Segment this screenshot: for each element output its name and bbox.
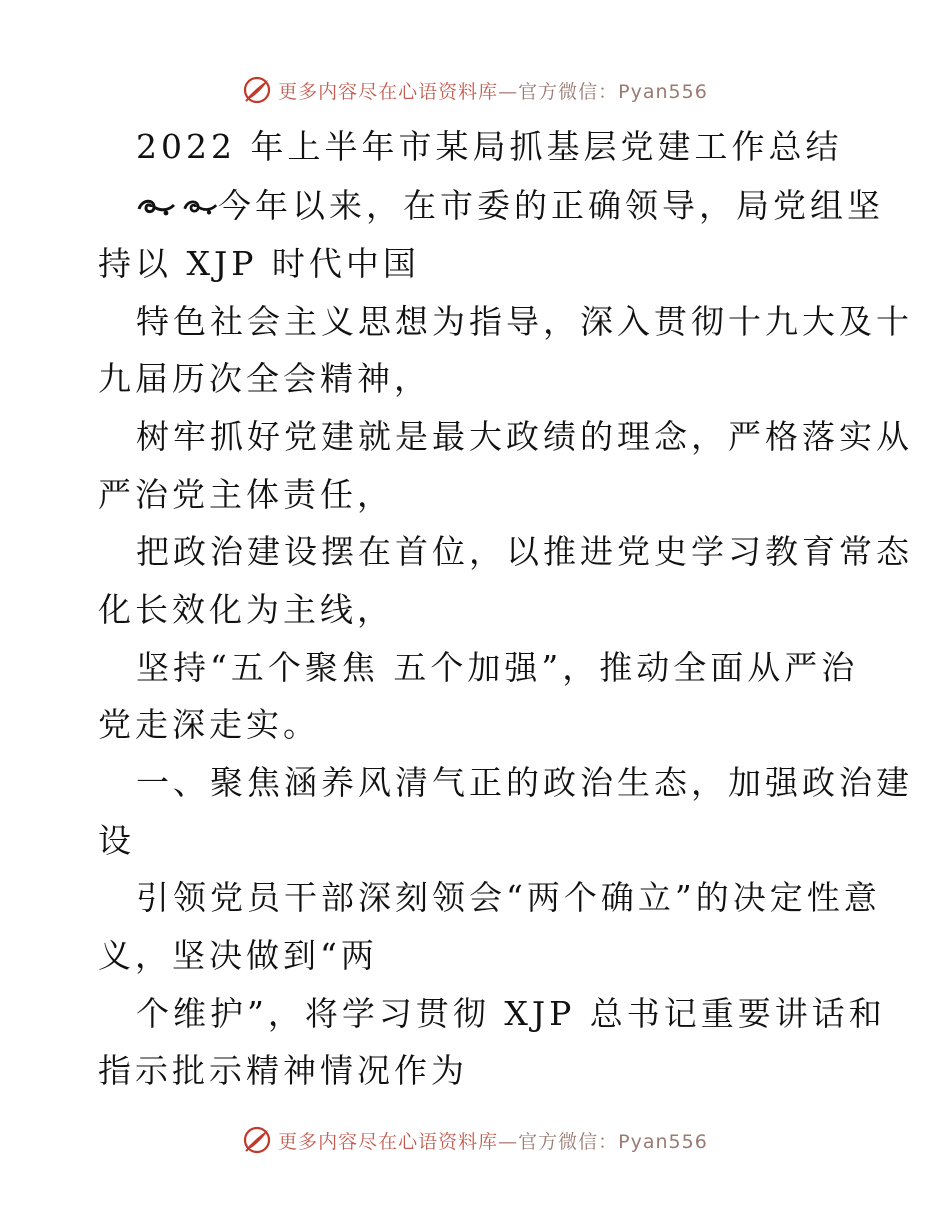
feather-circle-logo-icon	[242, 1125, 272, 1155]
banner-text-tail: 官方微信：Pyan556	[518, 80, 708, 103]
paragraph-line: 义，坚决做到“两	[98, 936, 378, 975]
paragraph-line: 持以 XJP 时代中国	[98, 244, 420, 283]
document-title: 2022 年上半年市某局抓基层党建工作总结	[136, 127, 843, 166]
section-heading-continued: 设	[98, 821, 135, 860]
paragraph-line: 树牢抓好党建就是最大政绩的理念，严格落实从	[136, 417, 913, 456]
banner-text	[278, 77, 708, 104]
paragraph-line: 指示批示精神情况作为	[98, 1051, 468, 1090]
banner-text-main: 更多内容尽在心语资料库	[278, 1130, 499, 1153]
paragraph-line: 引领党员干部深刻领会“两个确立”的决定性意	[136, 878, 881, 917]
header-banner	[0, 72, 950, 108]
section-heading: 一、聚焦涵养风清气正的政治生态，加强政治建	[136, 763, 913, 802]
banner-text-main: 更多内容尽在心语资料库	[278, 80, 499, 103]
banner-separator: —	[498, 80, 519, 103]
swirl-ornament-icon	[182, 193, 218, 221]
banner-separator: —	[498, 1130, 519, 1153]
paragraph-line: 严治党主体责任，	[98, 475, 394, 514]
paragraph-line: 特色社会主义思想为指导，深入贯彻十九大及十	[136, 302, 913, 341]
paragraph-line: 化长效化为主线，	[98, 590, 394, 629]
paragraph-line: 把政治建设摆在首位，以推进党史学习教育常态	[136, 532, 913, 571]
paragraph-line: 个维护”，将学习贯彻 XJP 总书记重要讲话和	[136, 994, 886, 1033]
banner-text-tail: 官方微信：Pyan556	[518, 1130, 708, 1153]
feather-circle-logo-icon	[242, 75, 272, 105]
footer-banner	[0, 1122, 950, 1158]
banner-text	[278, 1127, 708, 1154]
paragraph-text: 今年以来，在市委的正确领导，局党组坚	[218, 186, 884, 225]
swirl-ornament-icon	[136, 193, 176, 221]
paragraph-line: 坚持“五个聚焦 五个加强”，推动全面从严治	[136, 648, 859, 687]
paragraph-line: 九届历次全会精神，	[98, 359, 431, 398]
paragraph-line: 党走深走实。	[98, 705, 320, 744]
paragraph-line	[136, 186, 936, 226]
